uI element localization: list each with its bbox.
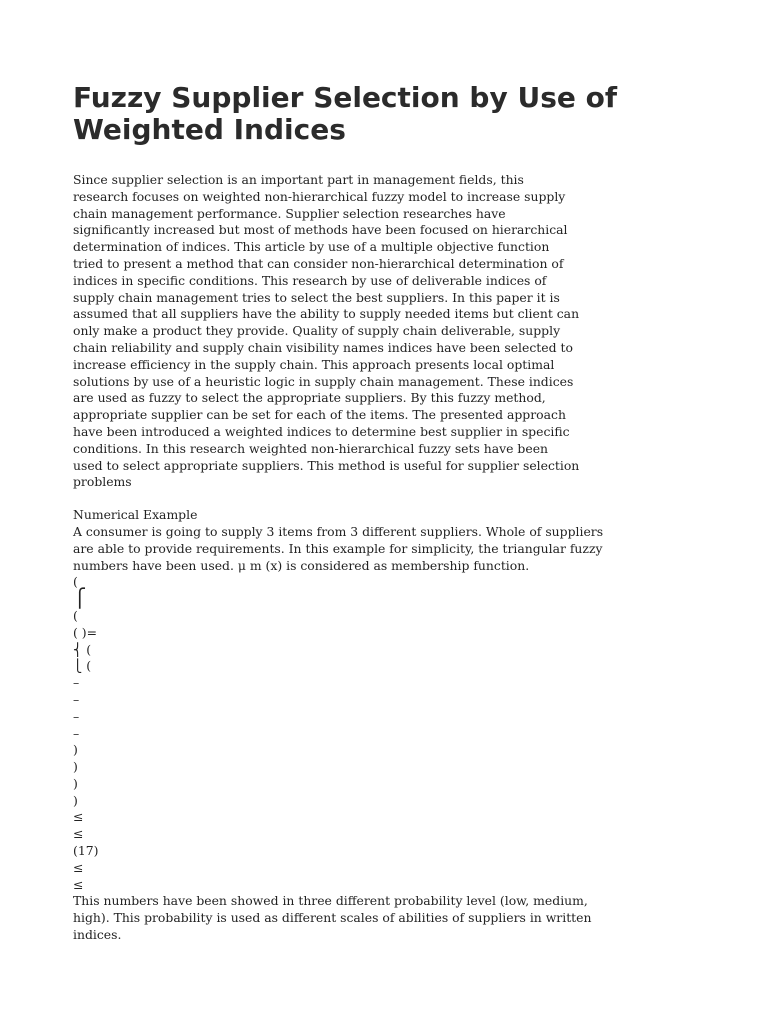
equation-line: ≤ xyxy=(73,809,84,825)
abstract-line: have been introduced a weighted indices to determine best supplier in specific xyxy=(73,423,570,439)
closing-line: This numbers have been showed in three different probability level (low, medium, xyxy=(73,893,588,909)
abstract-line: tried to present a method that can consider non-hierarchical determination of xyxy=(73,255,564,271)
equation-line: ≤ xyxy=(73,876,84,892)
abstract-line: Since supplier selection is an important part in management fields, this xyxy=(73,172,524,187)
equation-line: ⎨ ( xyxy=(73,641,92,657)
abstract-paragraph xyxy=(73,172,633,491)
equation-line: – xyxy=(73,675,80,691)
equation-line: ( xyxy=(73,574,78,590)
abstract-line: solutions by use of a heuristic logic in supply chain management. These indices xyxy=(73,373,574,389)
equation-number: (17) xyxy=(73,843,99,859)
equation-line: ) xyxy=(73,742,78,758)
abstract-line: chain reliability and supply chain visibility names indices have been selected to xyxy=(73,339,573,355)
equation-line: ( xyxy=(73,607,78,623)
closing-paragraph xyxy=(73,893,633,943)
abstract-line: problems xyxy=(73,474,132,490)
abstract-line: significantly increased but most of methods have been focused on hierarchical xyxy=(73,222,568,238)
numerical-example-section xyxy=(73,507,633,574)
abstract-line: research focuses on weighted non-hierarchical fuzzy model to increase supply xyxy=(73,188,566,204)
abstract-line: appropriate supplier can be set for each of the items. The presented approach xyxy=(73,407,566,423)
abstract-line: used to select appropriate suppliers. This method is useful for supplier selection xyxy=(73,457,580,473)
closing-line: indices. xyxy=(73,927,122,943)
closing-line: high). This probability is used as different scales of abilities of suppliers in written xyxy=(73,910,592,926)
abstract-line: chain management performance. Supplier selection researches have xyxy=(73,205,506,221)
equation-line: ≤ xyxy=(73,826,84,842)
equation-line: – xyxy=(73,708,80,724)
example-line: numbers have been used. μ m (x) is considered as membership function. xyxy=(73,557,530,573)
abstract-line: assumed that all suppliers have the ability to supply needed items but client can xyxy=(73,306,580,322)
abstract-line: determination of indices. This article by use of a multiple objective function xyxy=(73,239,550,255)
equation-line: ( )= xyxy=(73,624,97,640)
equation-line: – xyxy=(73,725,80,741)
abstract-line: only make a product they provide. Quality of supply chain deliverable, supply xyxy=(73,323,561,339)
example-line: A consumer is going to supply 3 items from 3 different suppliers. Whole of suppliers xyxy=(73,523,604,539)
equation-line: ⎧ xyxy=(73,588,87,610)
abstract-line: increase efficiency in the supply chain. This approach presents local optimal xyxy=(73,356,555,372)
equation-line: ) xyxy=(73,775,78,791)
equation-line: ) xyxy=(73,792,78,808)
document-title xyxy=(73,82,633,146)
title-line-2: Weighted Indices xyxy=(73,113,346,146)
example-line: are able to provide requirements. In this example for simplicity, the triangular fuzzy xyxy=(73,540,603,556)
abstract-line: supply chain management tries to select the best suppliers. In this paper it is xyxy=(73,289,560,305)
abstract-line: indices in specific conditions. This research by use of deliverable indices of xyxy=(73,272,547,288)
document-page xyxy=(73,82,633,944)
abstract-line: conditions. In this research weighted non-hierarchical fuzzy sets have been xyxy=(73,440,549,456)
equation-fragments xyxy=(73,574,633,893)
title-line-1: Fuzzy Supplier Selection by Use of xyxy=(73,81,618,114)
equation-line: ) xyxy=(73,759,78,775)
abstract-line: are used as fuzzy to select the appropriate suppliers. By this fuzzy method, xyxy=(73,390,546,406)
section-heading: Numerical Example xyxy=(73,507,198,523)
equation-line: – xyxy=(73,691,80,707)
equation-line: ⎩ ( xyxy=(73,658,92,674)
equation-line: ≤ xyxy=(73,859,84,875)
